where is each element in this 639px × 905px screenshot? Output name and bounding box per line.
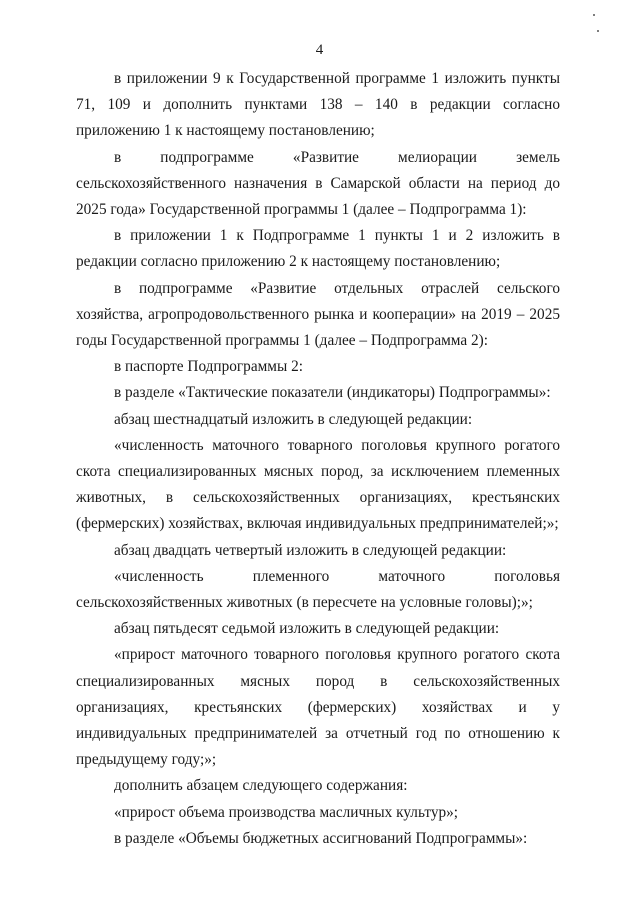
paragraph: дополнить абзацем следующего содержания:: [114, 777, 408, 795]
paragraph: в разделе «Объемы бюджетных ассигнований Подпрограммы»:: [114, 829, 528, 847]
paragraph: в подпрограмме «Развитие отдельных отраслей сельского хозяйства, агропродовольственного рынка и кооперации» на 2019 – 2025 годы Государственной программы 1 (далее – Подпрограмма 2):: [76, 279, 560, 350]
paragraph: в приложении 1 к Подпрограмме 1 пункты 1 и 2 изложить в редакции согласно приложению 2 к настоящему постановлению;: [76, 227, 560, 271]
paragraph: «прирост маточного товарного поголовья крупного рогатого скота специализированных мясных пород в сельскохозяйственных организациях, крестьянских (фермерских) хозяйствах и у индивидуальных предпринимателей за отчетный год по отношению к предыдущему году;»;: [76, 646, 560, 769]
paragraph: абзац шестнадцатый изложить в следующей редакции:: [114, 410, 473, 428]
document-body: [76, 66, 560, 852]
paragraph: «численность племенного маточного поголовья сельскохозяйственных животных (в пересчете на условные головы);»;: [76, 567, 560, 612]
paragraph: «численность маточного товарного поголовья крупного рогатого скота специализированных мясных пород, за исключением племенных животных, в сельскохозяйственных организациях, крестьянских (фермерских) хозяйствах, включая индивидуальных предпринимателей;»;: [76, 436, 560, 533]
paragraph: в разделе «Тактические показатели (индикаторы) Подпрограммы»:: [114, 384, 551, 402]
page-number: 4: [315, 42, 324, 58]
paragraph: в приложении 9 к Государственной программе 1 изложить пункты 71, 109 и дополнить пунктами 138 – 140 в редакции согласно приложению 1 к настоящему постановлению;: [76, 70, 560, 140]
scan-speck: [593, 14, 595, 16]
paragraph: абзац двадцать четвертый изложить в следующей редакции:: [114, 541, 507, 559]
paragraph: в паспорте Подпрограммы 2:: [114, 358, 303, 376]
paragraph: в подпрограмме «Развитие мелиорации земель сельскохозяйственного назначения в Самарской области на период до 2025 года» Государственной программы 1 (далее – Подпрограмма 1):: [76, 148, 560, 219]
paragraph: «прирост объема производства масличных культур»;: [114, 803, 459, 821]
scan-speck: [597, 30, 599, 32]
paragraph: абзац пятьдесят седьмой изложить в следующей редакции:: [114, 620, 500, 638]
